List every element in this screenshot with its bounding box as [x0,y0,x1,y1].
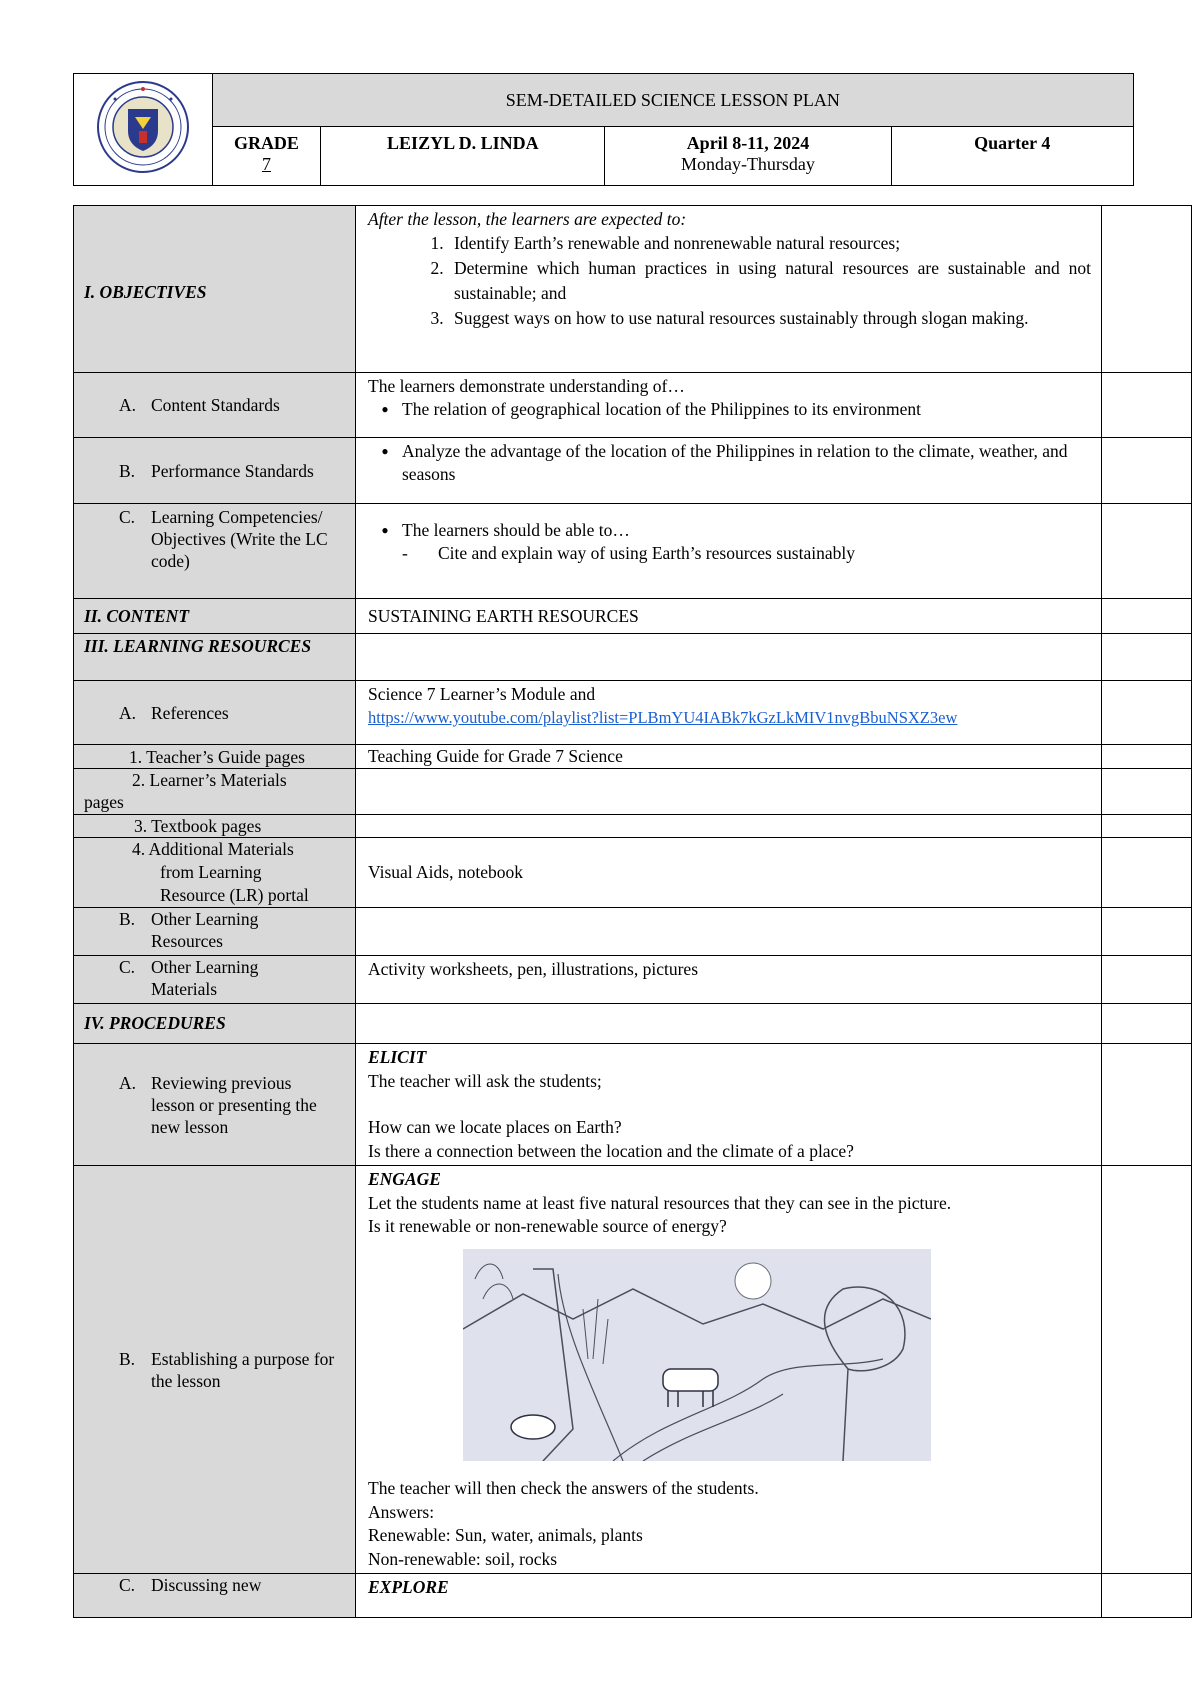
textbook-row [74,815,1192,838]
teachers-guide-value: Teaching Guide for Grade 7 Science [356,745,1102,769]
list-item: ● The learners should be able to… [402,519,1091,542]
resources-row [74,634,1192,681]
competencies-row [74,504,1192,599]
grade-value: 7 [261,154,271,174]
references-content: Science 7 Learner’s Module and https://www.youtube.com/playlist?list=PLBmYU4IABk7kGzLkMIV1nvgBbuNSXZ3ew [356,681,1102,745]
competencies-label: C. Learning Competencies/ Objectives (Write the LC code) [119,507,328,571]
quarter-label: Quarter 4 [974,133,1051,153]
list-item: ● Analyze the advantage of the location of the Philippines in relation to the climate, weather, and seasons [402,440,1091,486]
remarks-cell [1102,1044,1192,1166]
performance-standards-label: B. Performance Standards [119,460,314,481]
content-standards-content: The learners demonstrate understanding of… ● The relation of geographical location of the Philippines to its environment [356,373,1102,438]
other-materials-value: Activity worksheets, pen, illustrations, pictures [356,956,1102,1004]
youtube-playlist-link[interactable]: https://www.youtube.com/playlist?list=PLBmYU4IABk7kGzLkMIV1nvgBbuNSXZ3ew [368,708,958,727]
objectives-row [74,206,1192,373]
remarks-cell [1102,438,1192,504]
header-table [73,73,1134,186]
remarks-cell [1102,206,1192,373]
content-standards-label: A. Content Standards [119,395,280,415]
objective-item: 3. Suggest ways on how to use natural resources sustainably through slogan making. [448,306,1091,331]
other-materials-row [74,956,1192,1004]
lesson-date: April 8-11, 2024 [686,133,810,153]
lesson-days: Monday-Thursday [680,154,815,174]
content-value: SUSTAINING EARTH RESOURCES [356,599,1102,634]
purpose-row [74,1166,1192,1574]
remarks-cell [1102,769,1192,815]
grade-cell [212,127,321,186]
phase-engage: ENGAGE [368,1169,441,1189]
teachers-guide-label: 1. Teacher’s Guide pages [74,745,356,769]
remarks-cell [1102,681,1192,745]
discuss-label: C. Discussing new [119,1575,262,1595]
references-label: A. References [119,702,229,723]
discuss-row [74,1574,1192,1618]
grade-label: GRADE [233,133,299,153]
resources-label: III. LEARNING RESOURCES [74,634,356,681]
purpose-content: ENGAGE Let the students name at least five natural resources that they can see in the picture. Is it renewable or non-renewable source of energy? The teacher will then check the answers of the students. Answers: Renewable: Sun, water, animals, plants Non-renewable: soil, rocks [356,1166,1102,1574]
review-label: A. Reviewing previous lesson or presenting the new lesson [119,1072,317,1137]
other-resources-label: B. Other Learning Resources [119,909,259,951]
performance-standards-row [74,438,1192,504]
competencies-content [356,504,1102,599]
remarks-cell [1102,908,1192,956]
teacher-name: LEIZYL D. LINDA [387,133,539,153]
teachers-guide-row [74,745,1192,769]
learners-materials-label: 2. Learner’s Materials pages [74,769,356,815]
remarks-cell [1102,1574,1192,1618]
additional-materials-row [74,838,1192,908]
remarks-cell [1102,373,1192,438]
textbook-value [356,815,1102,838]
remarks-cell [1102,838,1192,908]
remarks-cell [1102,956,1192,1004]
remarks-cell [1102,1004,1192,1044]
remarks-cell [1102,504,1192,599]
objectives-intro: After the lesson, the learners are expected to: [368,209,687,229]
remarks-cell [1102,599,1192,634]
lesson-plan-title: SEM-DETAILED SCIENCE LESSON PLAN [212,74,1133,127]
references-row [74,681,1192,745]
objective-item: 2. Determine which human practices in using natural resources are sustainable and not sustainable; and [448,256,1091,306]
other-resources-row [74,908,1192,956]
objective-item: 1. Identify Earth’s renewable and nonrenewable natural resources; [448,231,1091,256]
remarks-cell [1102,634,1192,681]
phase-elicit: ELICIT [368,1047,427,1067]
objectives-label: I. OBJECTIVES [74,206,356,373]
procedures-label: IV. PROCEDURES [74,1004,356,1044]
lesson-plan-table [73,205,1192,1618]
performance-standards-content [356,438,1102,504]
deped-seal-icon [95,79,191,175]
content-label: II. CONTENT [74,599,356,634]
date-cell [605,127,891,186]
review-content: ELICIT The teacher will ask the students; How can we locate places on Earth? Is there a connection between the location and the climate of a place? [356,1044,1102,1166]
other-resources-value [356,908,1102,956]
quarter-cell [891,127,1133,186]
deped-seal-cell [74,74,213,186]
remarks-cell [1102,1166,1192,1574]
additional-materials-value: Visual Aids, notebook [356,838,1102,908]
learners-materials-value [356,769,1102,815]
review-row [74,1044,1192,1166]
procedures-row [74,1004,1192,1044]
competency-sub-item: - Cite and explain way of using Earth’s resources sustainably [368,542,1091,565]
objectives-list [368,231,1091,331]
objectives-content [356,206,1102,373]
textbook-label: 3. Textbook pages [74,815,356,838]
content-standards-row [74,373,1192,438]
content-row [74,599,1192,634]
phase-explore: EXPLORE [368,1577,449,1597]
natural-resources-illustration [463,1249,931,1461]
list-item: ● The relation of geographical location of the Philippines to its environment [402,398,1091,421]
purpose-label: B. Establishing a purpose for the lesson [119,1348,335,1391]
teacher-cell [321,127,605,186]
learners-materials-row [74,769,1192,815]
additional-materials-label: 4. Additional Materials from Learning Resource (LR) portal [74,838,356,908]
remarks-cell [1102,815,1192,838]
remarks-cell [1102,745,1192,769]
other-materials-label: C. Other Learning Materials [119,957,259,999]
